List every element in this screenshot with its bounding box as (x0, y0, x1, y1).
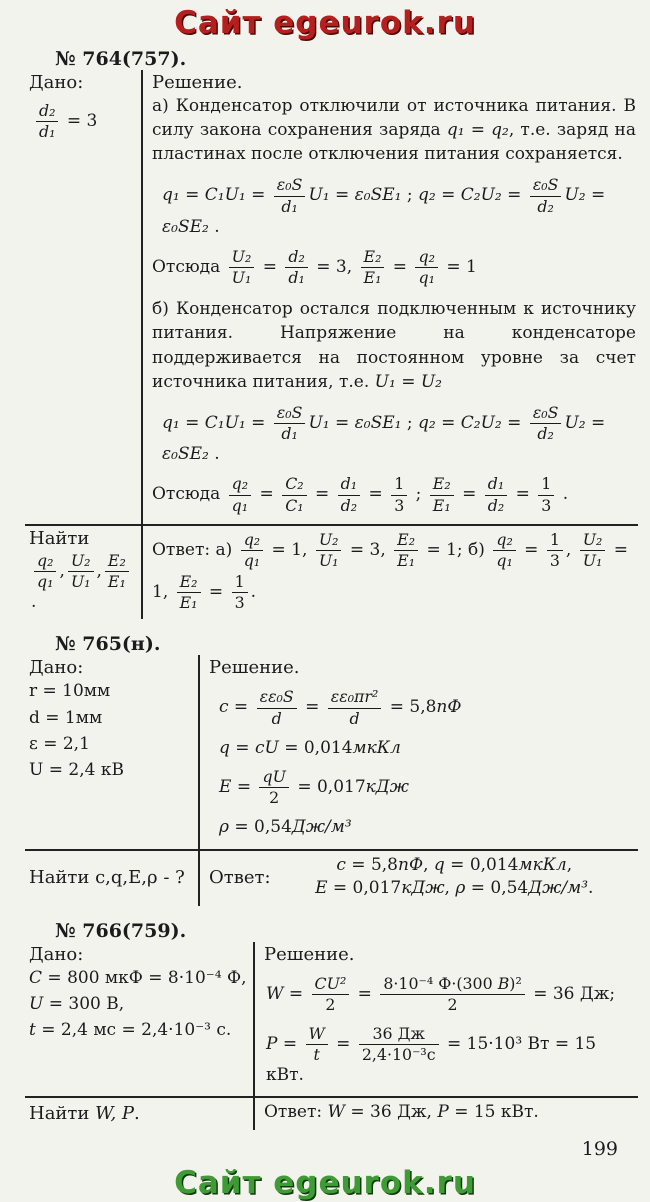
answer-line-2: E = 0,017кДж, ρ = 0,54Дж/м³. (315, 878, 594, 899)
given-value: $\frac{\text{d₂}}{\text{d₁}}$ = 3 (33, 101, 137, 142)
given-label: Дано: (29, 943, 84, 965)
formula-charge-a: q₁ = C₁U₁ = $\frac{\text{ε₀S}}{\text{d₁}}$ U₁ = ε₀SE₁ ; q₂ = C₂U₂ = $\frac{\text{ε₀S}}{\text{d₂}}$ U₂ = ε₀SE₂ . (162, 175, 606, 237)
given-label: Дано: (29, 657, 84, 679)
formula-power: P = $\frac{W}{t}$ = $\frac{36 Дж}{\text{2,4·10⁻³с}}$ = 15·10³ Вт = 15 кВт. (266, 1023, 597, 1086)
solution-part-a: а) Конденсатор отключили от источника питания. В силу закона сохранения заряда q₁ = q₂, т.е. заряд на пластинах после отключения питания сохраняется. (152, 96, 636, 165)
answer-label: Ответ: (209, 866, 271, 888)
problem-765-given (25, 655, 200, 849)
formula-hence-a: Отсюда $\frac{\text{U₂}}{\text{U₁}}$ = $\frac{\text{d₂}}{\text{d₁}}$ = 3, $\frac{\text{E₂}}{\text{E₁}}$ = $\frac{\text{q₂}}{\text{q₁}}$ = 1 (152, 246, 477, 288)
problem-764-given (25, 70, 143, 524)
answer-text: Ответ: W = 36 Дж, P = 15 кВт. (264, 1102, 539, 1123)
answer-text: Ответ: а) $\frac{\text{q₂}}{\text{q₁}}$ = 1, $\frac{\text{U₂}}{\text{U₁}}$ = 3, $\frac{\text{E₂}}{\text{E₁}}$ = 1; б) $\frac{\text{q₂}}{\text{q₁}}$ = $\frac{1}{3}$ , $\frac{\text{U₂}}{\text{U₁}}$ = 1, $\frac{\text{E₂}}{\text{E₁}}$ = $\frac{1}{3}$ . (152, 530, 629, 612)
problem-766-number: № 766(759). (55, 919, 187, 942)
problem-765-answer (200, 851, 638, 906)
given-line: U = 300 В, (29, 993, 125, 1014)
solution-label: Решение. (264, 943, 355, 965)
problem-766-footer (25, 1096, 638, 1129)
answer-lines (271, 855, 638, 900)
problem-764-solution (143, 70, 638, 524)
solution-label: Решение. (152, 72, 243, 93)
formula-capacitance: c = $\frac{\text{εε₀S}}{d}$ = $\frac{\text{εε₀πr²}}{d}$ = 5,8пФ (219, 687, 462, 728)
problem-766 (25, 920, 638, 1130)
page-number-row (0, 1138, 650, 1160)
formula-energy: W = $\frac{\text{CU²}}{2}$ = $\frac{\text{8·10⁻⁴ Ф·(300 В)²}}{2}$ = 36 Дж; (266, 973, 616, 1014)
problem-765-body (25, 655, 638, 849)
formula-charge-b: q₁ = C₁U₁ = $\frac{\text{ε₀S}}{\text{d₁}}$ U₁ = ε₀SE₁ ; q₂ = C₂U₂ = $\frac{\text{ε₀S}}{\text{d₂}}$ U₂ = ε₀SE₂ . (162, 402, 606, 465)
formula-charge: q = cU = 0,014мкКл (219, 737, 401, 758)
problem-764-footer (25, 524, 638, 620)
given-line: r = 10мм (29, 681, 111, 702)
find-label: Найти c,q,E,ρ - ? (29, 866, 185, 888)
given-line: t = 2,4 мс = 2,4·10⁻³ с. (29, 1020, 232, 1041)
find-quantities: $\frac{\text{q₂}}{\text{q₁}}$ , $\frac{\text{U₂}}{\text{U₁}}$ , $\frac{\text{E₂}}{\text{E₁}}$ . (31, 551, 137, 614)
problem-764-body (25, 70, 638, 524)
problem-765-footer (25, 849, 638, 906)
solution-label: Решение. (209, 657, 300, 679)
page-number: 199 (581, 1137, 618, 1160)
problem-766-find (25, 1098, 255, 1129)
problem-764-number: № 764(757). (55, 48, 187, 70)
solution-part-b: б) Конденсатор остался подключенным к источнику питания. Напряжение на конденсаторе поддерживается на постоянном уровне за счет источника питания, т.е. U₁ = U₂ (152, 299, 636, 392)
given-line: ε = 2,1 (29, 734, 90, 755)
problem-764-find (25, 526, 143, 620)
find-label: Найти W, P. (29, 1102, 140, 1124)
given-label: Дано: (29, 72, 84, 93)
problem-766-solution (255, 942, 638, 1097)
problem-765-find (25, 851, 200, 906)
problem-766-answer (255, 1098, 638, 1129)
problem-765 (25, 633, 638, 905)
answer-line-1: c = 5,8пФ, q = 0,014мкКл, (336, 855, 573, 876)
given-line: d = 1мм (29, 707, 103, 728)
site-banner-top: Сайт egeurok.ru (174, 5, 476, 41)
problem-765-number: № 765(н). (55, 633, 161, 656)
site-banner-bottom: Сайт egeurok.ru (174, 1164, 476, 1201)
problem-764-answer (143, 526, 638, 620)
formula-density: ρ = 0,54Дж/м³ (219, 817, 352, 838)
problem-766-body (25, 942, 638, 1097)
problem-766-given (25, 942, 255, 1097)
formula-hence-b: Отсюда $\frac{\text{q₂}}{\text{q₁}}$ = $\frac{\text{C₂}}{\text{C₁}}$ = $\frac{\text{d₁}}{\text{d₂}}$ = $\frac{1}{3}$ ; $\frac{\text{E₂}}{\text{E₁}}$ = $\frac{\text{d₁}}{\text{d₂}}$ = $\frac{1}{3}$ . (152, 474, 569, 515)
given-line: C = 800 мкФ = 8·10⁻⁴ Ф, (29, 967, 247, 988)
problem-764 (25, 48, 638, 619)
given-line: U = 2,4 кВ (29, 760, 124, 781)
problem-765-solution (200, 655, 638, 849)
formula-energy: E = $\frac{qU}{2}$ = 0,017кДж (219, 766, 409, 807)
find-label: Найти (29, 527, 90, 549)
